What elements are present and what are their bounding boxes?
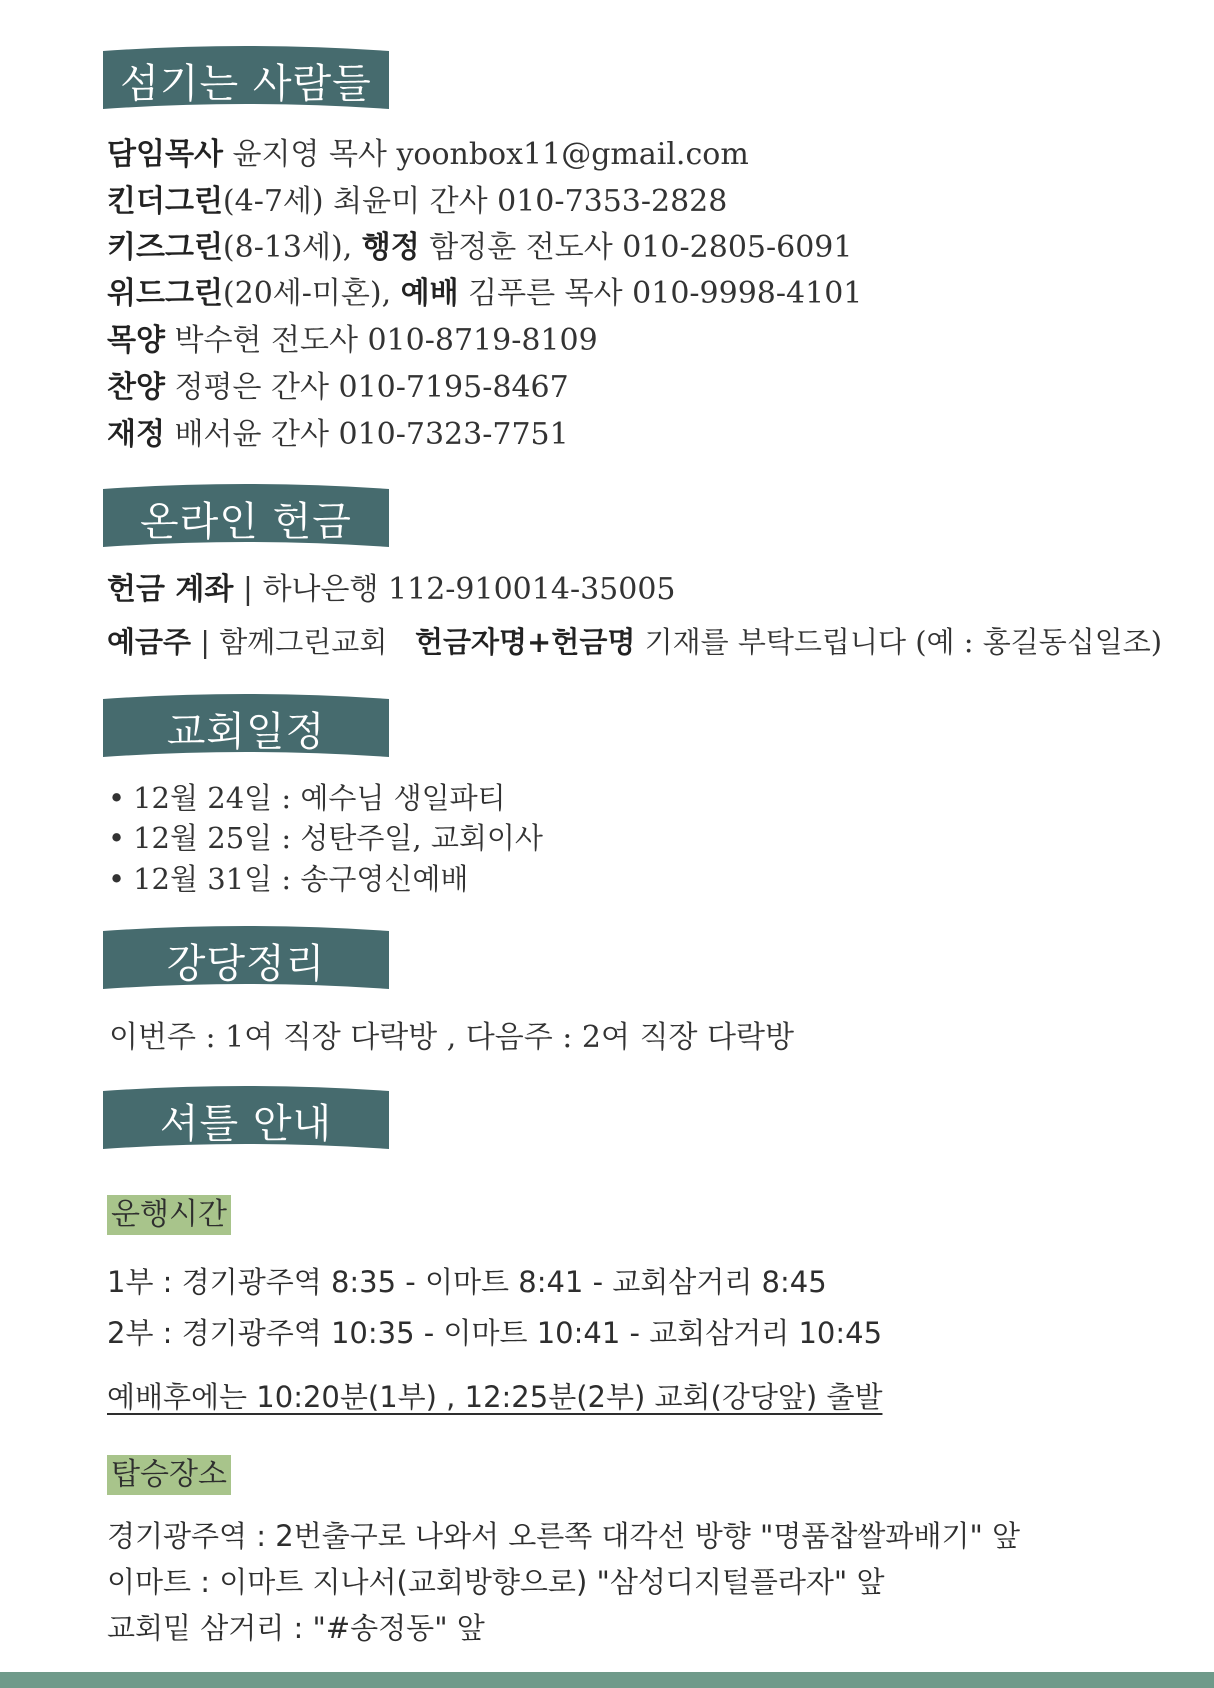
staff-detail: 배서윤 간사 010-7323-7751: [174, 417, 569, 452]
staff-row: [107, 415, 569, 455]
schedule-item: [108, 859, 468, 899]
offering-note-bold: 헌금자명+헌금명: [415, 625, 636, 659]
schedule-text: 12월 24일 : 예수님 생일파티: [133, 781, 506, 815]
section-title-schedule: 교회일정: [166, 708, 326, 755]
schedule-text: 12월 25일 : 성탄주일, 교회이사: [133, 821, 543, 855]
staff-detail: (4-7세) 최윤미 간사 010-7353-2828: [222, 184, 728, 219]
staff-detail: 김푸른 목사 010-9998-4101: [468, 276, 863, 311]
schedule-text: 12월 31일 : 송구영신예배: [133, 862, 469, 896]
bullet-icon: •: [108, 862, 126, 896]
bullet-icon: •: [108, 781, 126, 815]
staff-role: 목양: [107, 323, 165, 358]
staff-role: 예배: [400, 276, 459, 311]
section-banner-shuttle: [101, 1085, 391, 1155]
section-title-cleaning: 강당정리: [166, 940, 326, 987]
staff-row: [107, 274, 862, 314]
offering-holder-row: [107, 622, 1162, 662]
staff-detail: 함정훈 전도사 010-2805-6091: [429, 230, 853, 265]
footer-bar: [0, 1672, 1214, 1688]
staff-detail: (20세-미혼),: [222, 276, 401, 311]
section-banner-offering: [101, 483, 391, 553]
staff-role: 위드그린: [107, 276, 223, 311]
staff-role: 키즈그린: [107, 230, 223, 265]
staff-detail: 정평은 간사 010-7195-8467: [174, 370, 569, 405]
offering-holder-value: | 함께그린교회: [200, 625, 388, 659]
offering-account-value: | 하나은행 112-910014-35005: [242, 572, 676, 607]
staff-row: [107, 228, 852, 268]
offering-note: 기재를 부탁드립니다 (예 : 홍길동십일조): [644, 625, 1163, 659]
cleaning-text: 이번주 : 1여 직장 다락방 , 다음주 : 2여 직장 다락방: [109, 1020, 794, 1055]
staff-detail: 윤지영 목사 yoonbox11@gmail.com: [232, 137, 749, 172]
shuttle-times-label: 운행시간: [107, 1195, 231, 1235]
shuttle-run-2: 2부 : 경기광주역 10:35 - 이마트 10:41 - 교회삼거리 10:45: [107, 1316, 883, 1350]
staff-row: [107, 182, 727, 222]
offering-holder-label: 예금주: [107, 625, 192, 659]
section-banner-staff: [101, 45, 391, 115]
staff-row: [107, 321, 598, 361]
section-title-shuttle: 셔틀 안내: [159, 1100, 333, 1147]
shuttle-stops-label: 탑승장소: [107, 1455, 231, 1495]
shuttle-run-1: 1부 : 경기광주역 8:35 - 이마트 8:41 - 교회삼거리 8:45: [107, 1265, 827, 1299]
section-title-staff: 섬기는 사람들: [120, 60, 372, 107]
staff-detail: 박수현 전도사 010-8719-8109: [174, 323, 598, 358]
staff-detail: (8-13세),: [222, 230, 362, 265]
shuttle-stop-1: 경기광주역 : 2번출구로 나와서 오른쪽 대각선 방향 "명품찹쌀꽈배기" 앞: [107, 1519, 1021, 1553]
shuttle-after-service: 예배후에는 10:20분(1부) , 12:25분(2부) 교회(강당앞) 출발: [107, 1380, 883, 1414]
shuttle-stop-2: 이마트 : 이마트 지나서(교회방향으로) "삼성디지털플라자" 앞: [107, 1565, 885, 1599]
staff-row: [107, 135, 749, 175]
staff-role: 재정: [107, 417, 165, 452]
section-title-offering: 온라인 헌금: [140, 498, 352, 545]
staff-role: 찬양: [107, 370, 165, 405]
offering-account-row: [107, 570, 676, 610]
shuttle-stop-3: 교회밑 삼거리 : "#송정동" 앞: [107, 1611, 485, 1645]
staff-role: 행정: [361, 230, 420, 265]
bullet-icon: •: [108, 821, 126, 855]
staff-role: 킨더그린: [107, 184, 223, 219]
schedule-item: [108, 818, 543, 858]
schedule-item: [108, 778, 506, 818]
offering-account-label: 헌금 계좌: [107, 572, 234, 607]
staff-role: 담임목사: [107, 137, 223, 172]
staff-row: [107, 368, 569, 408]
section-banner-cleaning: [101, 925, 391, 995]
section-banner-schedule: [101, 693, 391, 763]
